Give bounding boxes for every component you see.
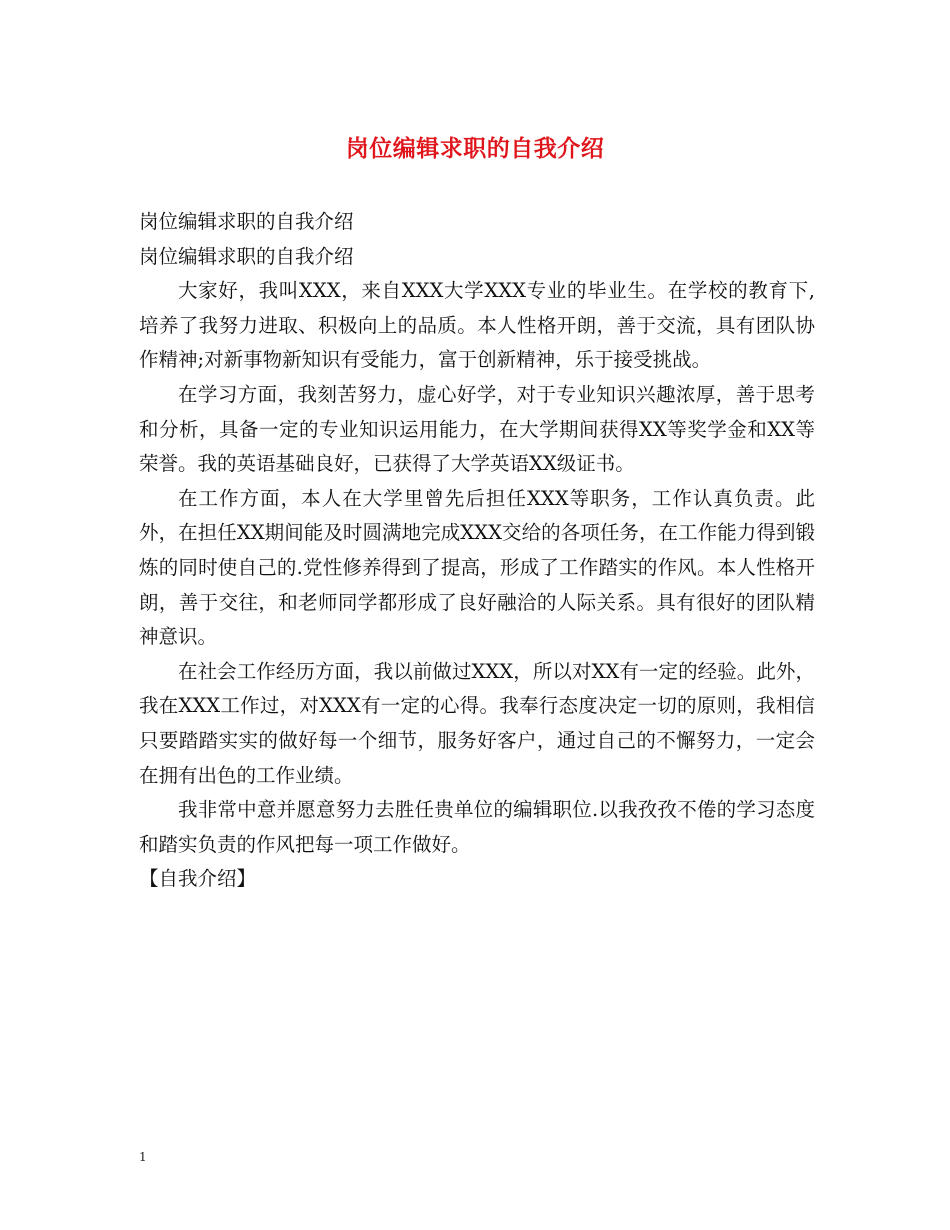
- document-title: 岗位编辑求职的自我介绍: [345, 135, 605, 162]
- paragraph-conclusion: 我非常中意并愿意努力去胜任贵单位的编辑职位.以我孜孜不倦的学习态度和踏实负责的作风把每一项工作做好。: [139, 798, 815, 856]
- subtitle-line: 岗位编辑求职的自我介绍: [139, 210, 354, 233]
- closing-tag: 【自我介绍】: [139, 867, 257, 891]
- page-number: 1: [139, 1150, 147, 1164]
- paragraph-study: 在学习方面，我刻苦努力，虚心好学，对于专业知识兴趣浓厚，善于思考和分析，具备一定的专业知识运用能力，在大学期间获得XX等奖学金和XX等荣誉。我的英语基础良好，已获得了大学英语XX级证书。: [139, 382, 815, 476]
- paragraph-social-experience: 在社会工作经历方面，我以前做过XXX，所以对XX有一定的经验。此外，我在XXX工作过，对XXX有一定的心得。我奉行态度决定一切的原则，我相信只要踏踏实实的做好每一个细节，服务好客户，通过自己的不懈努力，一定会在拥有出色的工作业绩。: [139, 659, 815, 787]
- paragraph-work: 在工作方面，本人在大学里曾先后担任XXX等职务，工作认真负责。此外，在担任XX期间能及时圆满地完成XXX交给的各项任务，在工作能力得到锻炼的同时使自己的.党性修养得到了提高，形成了工作踏实的作风。本人性格开朗，善于交往，和老师同学都形成了良好融洽的人际关系。具有很好的团队精神意识。: [139, 486, 815, 649]
- paragraph-introduction: 大家好，我叫XXX，来自XXX大学XXX专业的毕业生。在学校的教育下,培养了我努力进取、积极向上的品质。本人性格开朗，善于交流，具有团队协作精神;对新事物新知识有受能力，富于创新精神，乐于接受挑战。: [139, 279, 815, 372]
- document-body: [139, 205, 815, 897]
- subtitle-line: 岗位编辑求职的自我介绍: [139, 244, 354, 268]
